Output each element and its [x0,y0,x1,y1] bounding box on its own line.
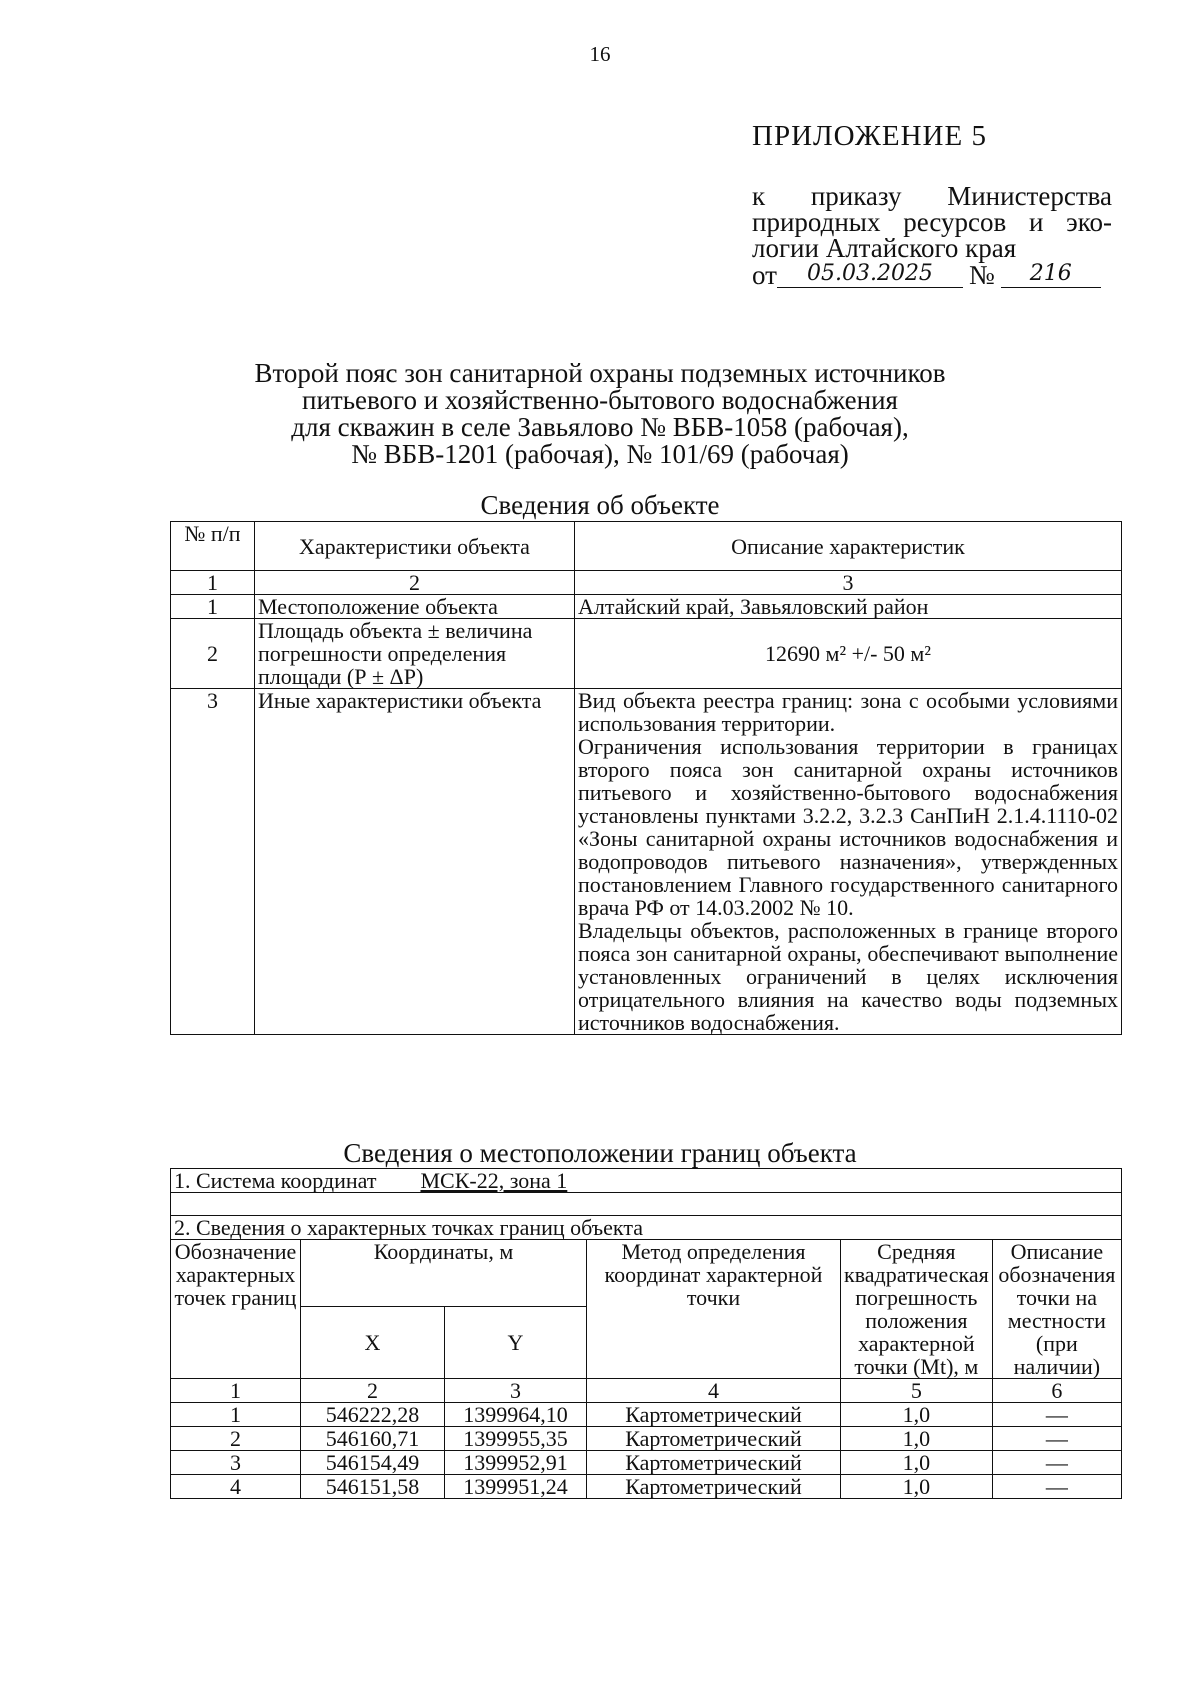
appendix-line-3: логии Алтайского края [752,233,1017,263]
header-description: Описание характеристик [575,522,1122,571]
location-info-heading: Сведения о местоположении границ объекта [343,1138,857,1168]
row-description: 12690 м² +/- 50 м² [575,619,1122,689]
empty-row [171,1193,1122,1216]
order-date-number [752,261,1112,288]
description-paragraph: Вид объекта реестра границ: зона с особыми условиями использования территории. [578,688,1118,736]
col-number: 2 [255,571,575,595]
title-line-3: для скважин в селе Завьялово № ВБВ-1058 (рабочая), [291,412,909,442]
point-id: 4 [171,1475,301,1499]
col-number: 1 [171,571,255,595]
col-number: 4 [587,1379,841,1403]
points-label-row [171,1216,1122,1240]
col-number: 3 [575,571,1122,595]
title-line-4: № ВБВ-1201 (рабочая), № 101/69 (рабочая) [351,439,849,469]
row-number: 3 [171,689,255,1035]
column-number-row [171,1379,1122,1403]
table-row [171,595,1122,619]
coord-system-label: 1. Система координат [174,1168,377,1193]
points-header-row [171,1240,1122,1307]
header-number: № п/п [171,522,255,571]
points-label: 2. Сведения о характерных точках границ объекта [171,1216,1122,1240]
point-method: Картометрический [587,1403,841,1427]
object-info-heading: Сведения об объекте [480,490,720,520]
point-description: — [992,1403,1121,1427]
handwritten-date: 05.03.2025 [777,261,963,288]
point-y: 1399951,24 [445,1475,587,1499]
col-number: 2 [301,1379,445,1403]
coord-system-value: МСК-22, зона 1 [420,1168,568,1193]
description-paragraph: Ограничения использования территории в границах второго пояса зон санитарной охраны источников питьевого и хозяйственно-бытового водоснабжения установлены пунктами 3.2.2, 3.2.3 СанПиН 2.1.4.1110-02 «Зоны санитарной охраны источников водоснабжения и водопроводов питьевого назначения», утвержденных постановлением Главного государственного санитарного врача РФ от 14.03.2002 № 10. [578,734,1118,920]
document-title [160,360,1040,468]
coord-system-row [171,1169,1122,1193]
point-description: — [992,1451,1121,1475]
point-method: Картометрический [587,1427,841,1451]
header-error: Средняя квадратическая погрешность положения характерной точки (Mt), м [841,1240,993,1379]
point-method: Картометрический [587,1451,841,1475]
point-row [171,1427,1122,1451]
title-line-1: Второй пояс зон санитарной охраны подземных источников [254,358,946,388]
point-description: — [992,1427,1121,1451]
point-x: 546160,71 [301,1427,445,1451]
appendix-line-1: к приказу Министерства [752,181,1112,211]
point-row [171,1403,1122,1427]
col-number: 6 [992,1379,1121,1403]
row-characteristic: Местоположение объекта [255,595,575,619]
point-mt: 1,0 [841,1403,993,1427]
row-description [575,689,1122,1035]
point-id: 1 [171,1403,301,1427]
col-number: 1 [171,1379,301,1403]
point-id: 3 [171,1451,301,1475]
coord-system-cell [171,1169,1122,1193]
point-x: 546222,28 [301,1403,445,1427]
point-mt: 1,0 [841,1451,993,1475]
point-y: 1399964,10 [445,1403,587,1427]
location-info-table [170,1168,1122,1499]
point-x: 546154,49 [301,1451,445,1475]
row-description: Алтайский край, Завьяловский район [575,595,1122,619]
row-characteristic: Площадь объекта ± величина погрешности определения площади (Р ± ΔР) [255,619,575,689]
title-line-2: питьевого и хозяйственно-бытового водоснабжения [302,385,898,415]
point-description: — [992,1475,1121,1499]
col-number: 5 [841,1379,993,1403]
header-y: Y [445,1307,587,1379]
row-number: 1 [171,595,255,619]
table-row [171,689,1122,1035]
header-method: Метод определения координат характерной точки [587,1240,841,1379]
description-paragraph: Владельцы объектов, расположенных в границе второго пояса зон санитарной охраны, обеспечивают выполнение установленных ограничений в целях исключения отрицательного влияния на качество воды подземных источников водоснабжения. [578,918,1118,1035]
appendix-header [752,120,1112,288]
header-designation: Обозначение характерных точек границ [171,1240,301,1379]
handwritten-number: 216 [1001,261,1101,288]
object-info-table [170,521,1122,1035]
point-y: 1399952,91 [445,1451,587,1475]
header-coordinates: Координаты, м [301,1240,587,1307]
empty-cell [171,1193,1122,1216]
page-number: 16 [589,42,611,66]
point-method: Картометрический [587,1475,841,1499]
row-number: 2 [171,619,255,689]
number-label: № [968,260,995,290]
table-header-row [171,522,1122,571]
point-y: 1399955,35 [445,1427,587,1451]
header-characteristic: Характеристики объекта [255,522,575,571]
row-characteristic: Иные характеристики объекта [255,689,575,1035]
from-label: от [752,260,777,290]
point-mt: 1,0 [841,1427,993,1451]
point-row [171,1475,1122,1499]
point-mt: 1,0 [841,1475,993,1499]
col-number: 3 [445,1379,587,1403]
appendix-title: ПРИЛОЖЕНИЕ 5 [752,120,987,152]
point-row [171,1451,1122,1475]
header-x: X [301,1307,445,1379]
table-row [171,619,1122,689]
point-x: 546151,58 [301,1475,445,1499]
column-number-row [171,571,1122,595]
appendix-line-2: природных ресурсов и эко- [752,207,1112,237]
header-point-description: Описание обозначения точки на местности (при наличии) [992,1240,1121,1379]
point-id: 2 [171,1427,301,1451]
